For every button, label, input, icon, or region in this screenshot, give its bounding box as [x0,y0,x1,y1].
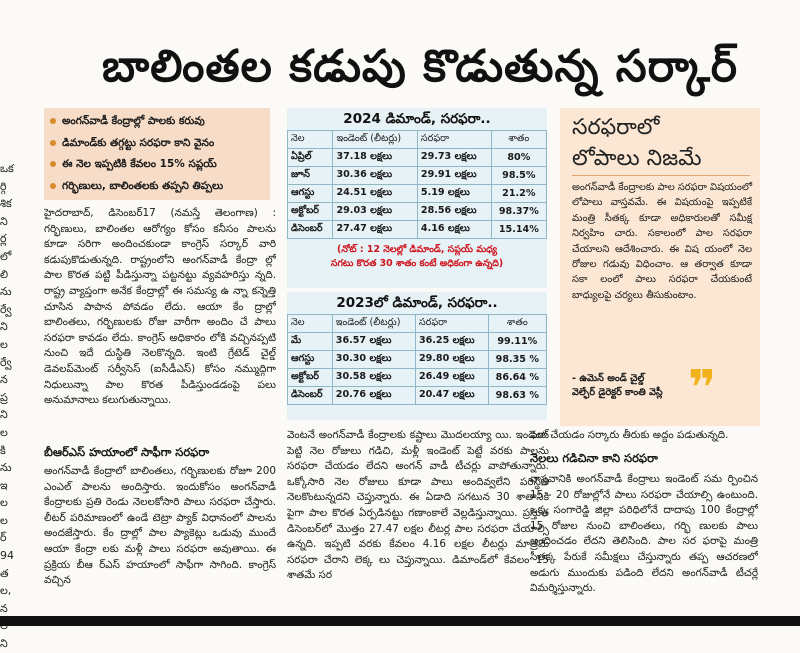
highlights-box [44,108,270,200]
table-row: జూన్ 30.36 లక్షలు 29.91 లక్షలు 98.5% [288,167,547,185]
left-fragment-line: ని [0,637,8,651]
sidebar-body: అంగన్‌వాడీ కేంద్రాలకు పాల సరఫరా విషయంలో లోపాలు వాస్తవమే. ఈ విషయంపై ఇప్పటికే మంత్రి సీతక్క కూడా అధికారులతో సమీక్ష నిర్వహిం చారు. సకాలంలో పాల సరఫరా చేయాలని ఆదేశించారు. ఈ విష యంలో నెల రోజుల గడువు విధించాం. ఆ తర్వాత కూడా సకా లంలో పాలు సరఫరా చేయకుంటే బాధ్యులపై చర్యలు తీసుకుంటాం. [572,182,752,301]
table-row: ఆగస్టు 30.30 లక్షలు 29.80 లక్షలు 98.35 % [288,351,547,369]
left-fragment-line: ని [0,408,8,422]
left-fragment-line: ను [0,285,12,299]
left-fragment-line: ల [0,425,8,439]
sidebar-divider [572,175,750,176]
table-2023-title: 2023లో డిమాండ్, సరఫరా.. [336,295,498,311]
table-row: డిసెంబర్ 27.47 లక్షలు 4.16 లక్షలు 15.14% [288,221,547,239]
article-column-3-top: ఫరా చేయడం సర్కారు తీరుకు అద్దం పడుతున్నది. [530,429,729,441]
left-fragment-line: లో [0,249,12,263]
table-header-row: నెల ఇండెంట్ (లీటర్లు) సరఫరా శాతం [288,131,547,149]
table-row: ఆగస్టు 24.51 లక్షలు 5.19 లక్షలు 21.2% [288,185,547,203]
left-fragment-line: ర్వే [0,355,12,369]
sidebar-title: సరఫరాలో లోపాలు నిజమే [572,115,702,171]
left-fragment-line: ఇ [0,478,8,492]
left-fragment-line: ర్గి [0,179,7,193]
table-row: అక్టోబర్ 29.03 లక్షలు 28.56 లక్షలు 98.37% [288,203,547,221]
table-row: అక్టోబర్ 30.58 లక్షలు 26.49 లక్షలు 86.64 % [288,369,547,387]
table-row: డిసెంబర్ 20.76 లక్షలు 20.47 లక్షలు 98.63 % [288,387,547,405]
left-fragment-line: ల, [0,584,12,598]
left-fragment-line: శిక [0,197,12,211]
left-fragment-line: ల [0,496,8,510]
table-2023 [287,292,547,420]
left-fragment-line: ల [0,513,8,527]
left-fragment-line: ర్ల [0,232,7,246]
left-fragment-line: ప్ర [0,390,8,404]
article-column-3: వాస్తవానికి అంగన్‌వాడీ కేంద్రాలు ఇండెంట్ సమ ర్పించిన 15 - 20 రోజుల్లోనే పాలు సరఫరా చేయాల్సి ఉంటుంది. ఒక్క సంగారెడ్డి జిల్లా పరిధిలోనే దాదాపు 100 కేంద్రాల్లో 15 రోజుల నుంచి బాలింతలు, గర్భి ణులకు పాలు అందించడం లేదని తెలిసింది. పాల సర ఫరాపై మంత్రి సీతక్క పేరుకే సమీక్షలు చేస్తున్నారు తప్ప ఆచరణలో అడుగు ముందుకు పడింది లేదని అంగన్‌వాడీ టీచర్లే విమర్శిస్తున్నారు. [530,473,758,595]
left-fragment-line: ర్ [0,531,7,545]
table-2024-title: 2024 డిమాండ్, సరఫరా.. [343,111,491,127]
bullet-icon [50,140,56,146]
article-column-1-para-2: అంగన్‌వాడీ కేంద్రాలో బాలింతలు, గర్భిణులకు రోజూ 200 ఎంఎల్ పాలను అందిస్తారు. ఇందుకోసం అంగన్‌వాడీ కేంద్రాలకు ప్రతి రెండు నెలలకోసారి పాలు సరఫరా చేస్తారు. లీటర్ పరిమాణంలో ఉండే టెట్రా ప్యాక్ విధానంలో పాలను అందజేస్తారు. కేం ద్రాల్లో పాల ప్యాకెట్లు ఒడువు ముందే ఆయా కేంద్రా లకు మళ్లీ పాలు సరఫరా అవుతాయి. ఈ ప్రక్రియ బీఆ ర్‌ఎస్ హయాంలో సాఫీగా సాగింది. కాంగ్రెస్ వచ్చిన [44,465,276,587]
table-2024-grid [287,130,547,239]
table-2024-note: (నోట్ : 12 నెలల్లో డిమాండ్, సప్లయ్ మధ్య సగటు కొరత 30 శాతం కంటే అధికంగా ఉన్నది) [330,244,504,269]
table-row: మే 36.57 లక్షలు 36.25 లక్షలు 99.11% [288,333,547,351]
left-fragment-line: ల [0,337,8,351]
bullet-icon [50,161,56,167]
bottom-bar [0,616,800,626]
left-fragment-line: 94 [0,549,14,563]
left-fragment-line: ని [0,320,8,334]
left-fragment-line: కి [0,443,6,457]
article-column-2: వెంటనే అంగన్‌వాడీ కేంద్రాలకు కష్టాలు మొదలయ్యా యి. ఇండెంట్ పెట్టి నెల రోజులు గడిచి, మళ్లీ ఇండెంట్ పెట్టే వరకు పాలను సరఫరా చేయడం లేదని అంగన్ వాడీ టీచర్లు వాపోతున్నారు. ఒక్కోసారి నెల రోజులు కూడా పాలు అందివ్వలేని పరిస్థితి నెలకొంటున్నదని చెప్తున్నారు. ఈ ఏడాది సగటున 30 శాతానికి పైగా పాల కొరత ఏర్పడినట్టు గణాంకాలే వెల్లడిస్తున్నాయి. ప్రస్తుత డిసెంబర్‌లో మొత్తం 27.47 లక్షల లీటర్ల పాల సరఫరా చేయాల్సి ఉన్నది. ఇప్పటి వరకు కేవలం 4.16 లక్షల లీటర్లు మాత్రమే సరఫరా చేరాని లెక్క లు చెప్తున్నాయి. డిమాండ్‌లో కేవలం 15 శాతమే సర [287,429,549,582]
table-header-row: నెల ఇండెంట్ (లీటర్లు) సరఫరా శాతం [288,315,547,333]
bullet-icon [50,118,56,124]
highlight-item: ఈ నెల ఇప్పటికి కేవలం 15% సప్లయ్ [50,154,264,176]
quote-mark-icon: ❞ [688,360,717,416]
highlight-item: గర్భిణులు, బాలింతలకు తప్పని తిప్పలు [50,176,264,198]
table-row: ఏప్రిల్ 37.18 లక్షలు 29.73 లక్షలు 80% [288,149,547,167]
left-fragment-line: లి [0,267,9,281]
highlight-item: డిమాండ్‌కు తగ్గట్టు సరఫరా కాని వైనం [50,133,264,155]
highlight-item: అంగన్‌వాడీ కేంద్రాల్లో పాలకు కరువు [50,111,264,133]
left-column-fragment [0,160,14,653]
subheading-months-pass: నెలలు గడిచినా కాని సరఫరా [530,451,658,465]
left-fragment-line: ని [0,214,8,228]
left-fragment-line: న [0,373,8,387]
left-fragment-line: త [0,566,9,580]
table-2024 [287,108,547,288]
subheading-brs-era: బీఆర్‌ఎస్ హయాంలో సాఫీగా సరఫరా [44,445,210,459]
table-2023-grid [287,314,547,405]
left-fragment-line: ర్వే [0,302,12,316]
left-fragment-line: ను [0,461,12,475]
bullet-icon [50,183,56,189]
left-fragment-line: ఒక [0,162,14,175]
article-column-1-para-1: హైదరాబాద్, డిసెంబర్17 (నమస్తే తెలంగాణ) : గర్భిణులు, బాలింతల ఆరోగ్యం కోసం కనీసం పాలను కూడా సరిగా అందించకుండా కాంగ్రెస్ సర్కార్ వారి కడుపుకొడుతున్నది. రాష్ట్రంలోని అంగన్‌వాడీ కేంద్రా ల్లో పాల కొరత పట్టి పీడిస్తున్నా పట్టనట్టు వ్యవహరిస్తు న్నది. రాష్ట్ర వ్యాప్తంగా అనేక కేంద్రాల్లో ఈ సమస్య ఉ న్నా కన్నెత్తి చూసిన పాపాన పోవడం లేదు. ఆయా కేం ద్రాల్లో బాలింతలు, గర్భిణులకు రోజు వారీగా అందిం చే పాలు సరఫరా కావడం లేదు. కాంగ్రెస్ అధికారం లోకి వచ్చినప్పటి నుంచి ఇదే దుస్థితి నెలకొన్నది. ఇంటి గ్రేటెడ్ చైల్డ్ డెవలప్‌మెంట్ సర్వీసెస్ (ఐసీడీఎస్) కోసం నమ్ముద్గిగా నిధులున్నా పాల కొరత పీడిస్తుండడంపై పలు అనుమానాలు కలుగుతున్నాయి. [44,207,276,407]
sidebar-signature: - ఉమెన్ అండ్ చైల్డ్ వెల్ఫేర్ డైరెక్టర్ కాంతి వెస్లీ [572,373,663,398]
left-fragment-line: న [0,601,8,615]
page-headline: బాలింతల కడుపు కొడుతున్న సర్కార్ [102,41,738,92]
